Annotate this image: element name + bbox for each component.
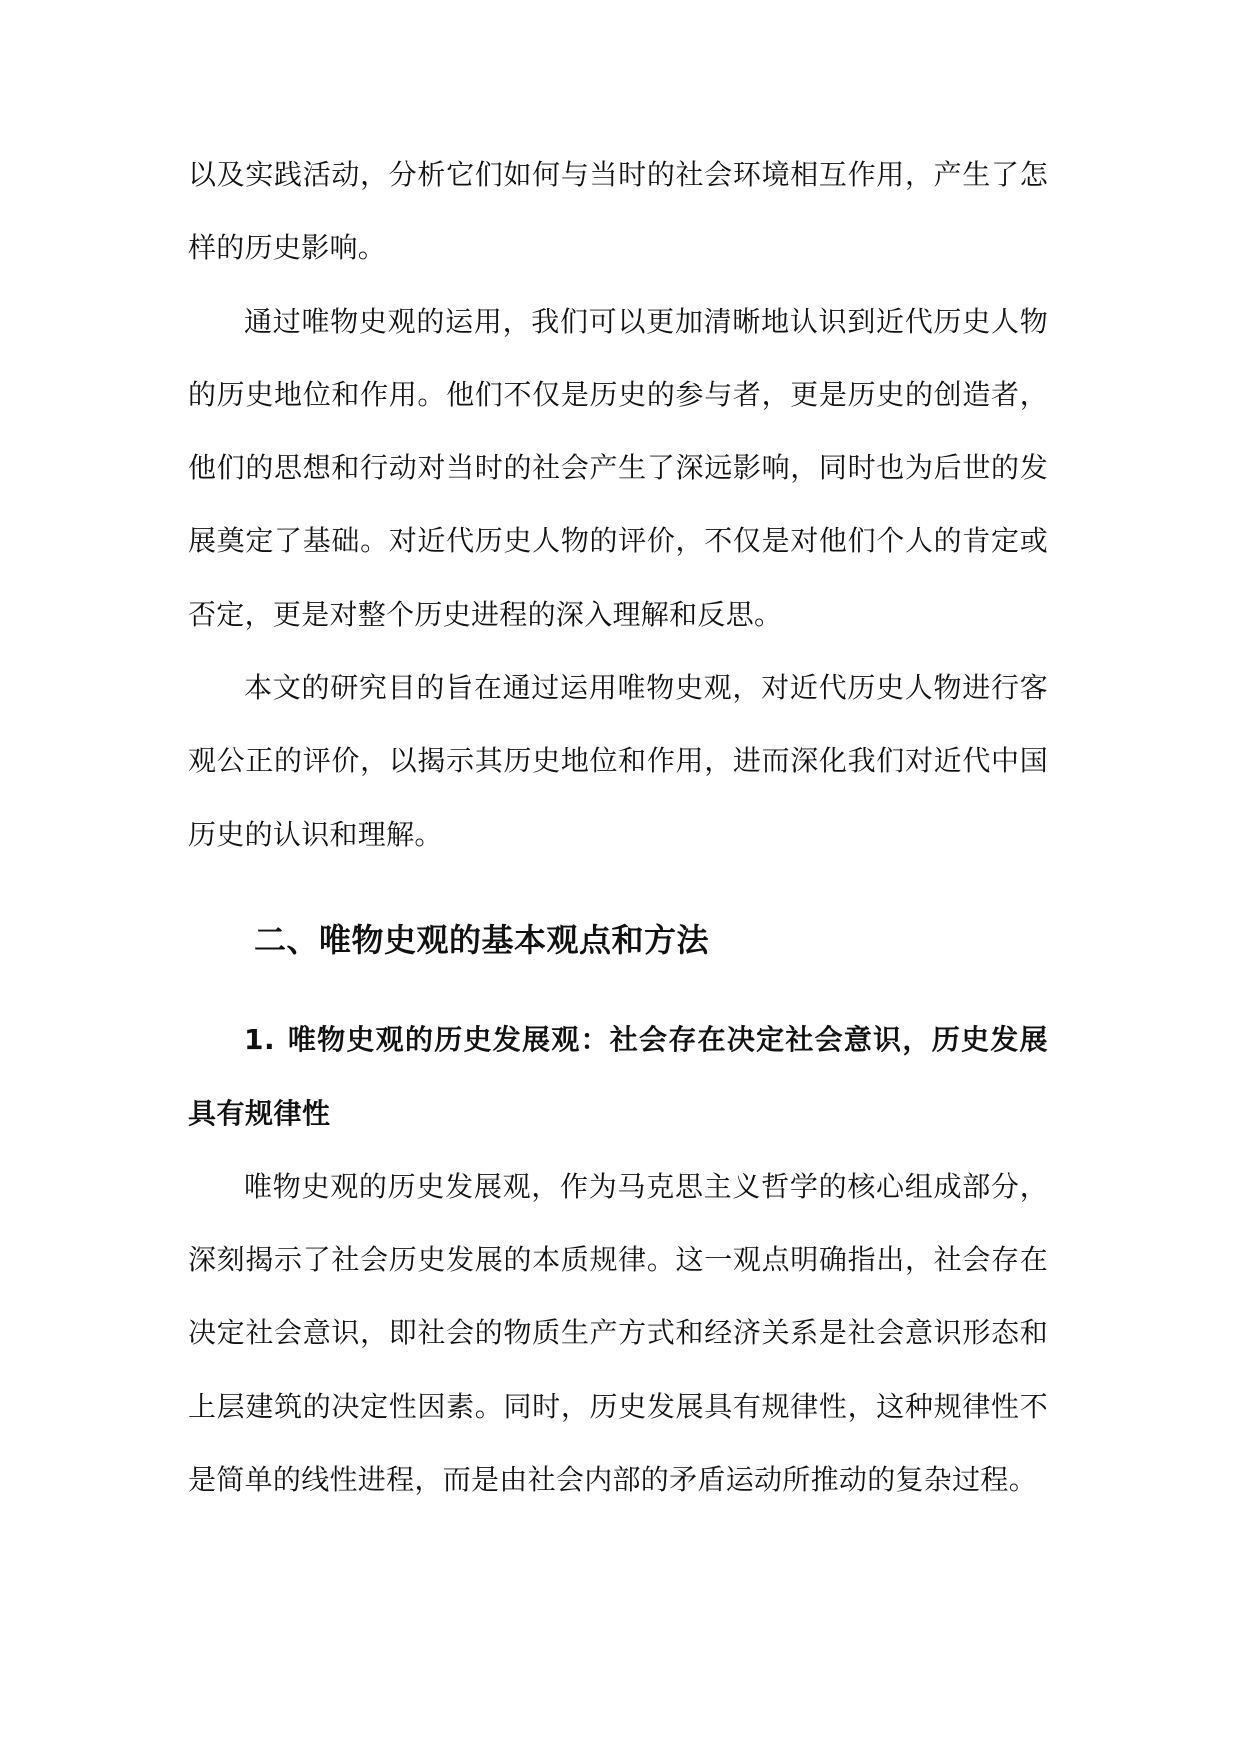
subsection-number: 1. [244, 1023, 276, 1057]
paragraph-development-view: 唯物史观的历史发展观，作为马克思主义哲学的核心组成部分，深刻揭示了社会历史发展的本质规律。这一观点明确指出，社会存在决定社会意识，即社会的物质生产方式和经济关系是社会意识形态和上层建筑的决定性因素。同时，历史发展具有规律性，这种规律性不是简单的线性进程，而是由社会内部的矛盾运动所推动的复杂过程。 [188, 1169, 1048, 1497]
section-heading: 二、唯物史观的基本观点和方法 [254, 920, 710, 959]
page-content [188, 138, 1048, 1516]
paragraph-research-purpose: 本文的研究目的旨在通过运用唯物史观，对近代历史人物进行客观公正的评价，以揭示其历史地位和作用，进而深化我们对近代中国历史的认识和理解。 [188, 671, 1048, 851]
subsection-heading [188, 1003, 1048, 1150]
paragraph-historical-status: 通过唯物史观的运用，我们可以更加清晰地认识到近代历史人物的历史地位和作用。他们不仅是历史的参与者，更是历史的创造者，他们的思想和行动对当时的社会产生了深远影响，同时也为后世的发展奠定了基础。对近代历史人物的评价，不仅是对他们个人的肯定或否定，更是对整个历史进程的深入理解和反思。 [188, 304, 1048, 631]
paragraph-continued: 以及实践活动，分析它们如何与当时的社会环境相互作用，产生了怎样的历史影响。 [188, 158, 1048, 265]
subsection-title: 唯物史观的历史发展观：社会存在决定社会意识，历史发展具有规律性 [188, 1023, 1048, 1130]
